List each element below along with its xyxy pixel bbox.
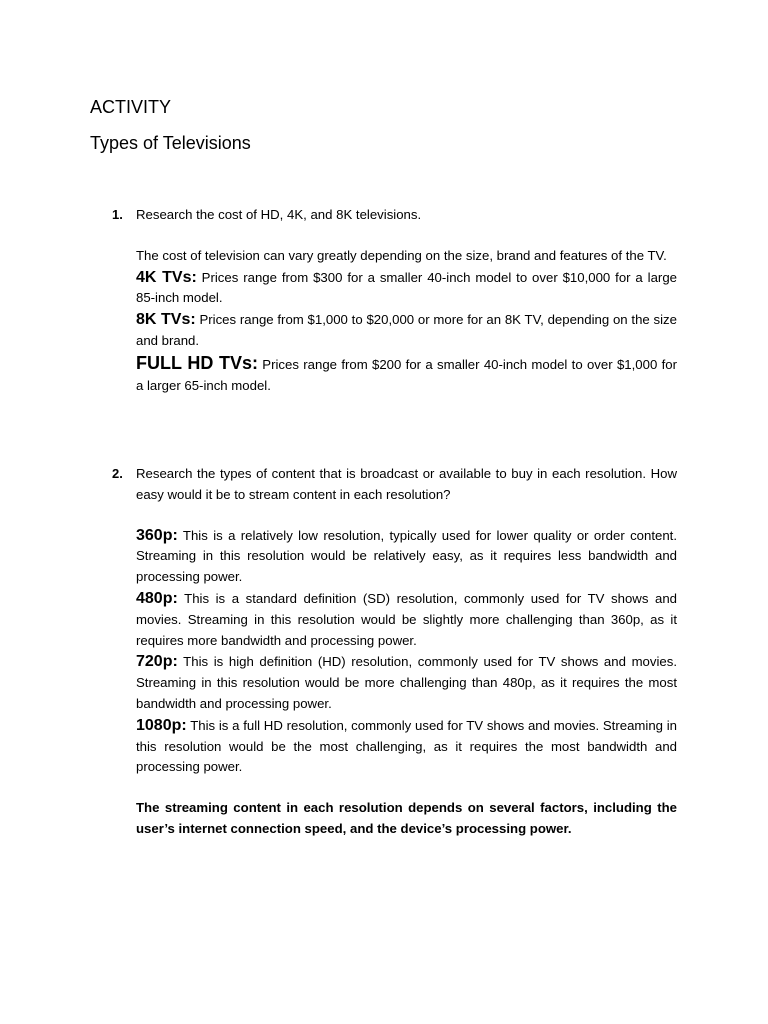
text-8k: Prices range from $1,000 to $20,000 or more for an 8K TV, depending on the size and brand. [136,312,677,348]
question-1-number: 1. [112,207,123,222]
answer-480p [136,589,677,651]
question-1-text: Research the cost of HD, 4K, and 8K televisions. [136,207,422,222]
term-full-hd: FULL HD TVs: [136,352,258,373]
answer-4k [136,268,677,310]
question-1-content [136,205,677,396]
text-480p: This is a standard definition (SD) resolution, commonly used for TV shows and movies. Streaming in this resolution would be slightly more challenging than 360p, as it requires more bandwidth and processing power. [136,590,677,648]
question-2-content [136,464,677,840]
question-1-intro: The cost of television can vary greatly depending on the size, brand and features of the TV. [136,247,667,263]
term-4k: 4K TVs: [136,268,197,286]
answer-1080p [136,716,677,778]
term-480p: 480p: [136,589,178,607]
term-1080p: 1080p: [136,716,187,734]
text-1080p: This is a full HD resolution, commonly used for TV shows and movies. Streaming in this resolution would be the most challenging, as it requires the most bandwidth and processing power. [136,717,677,775]
question-2-text: Research the types of content that is broadcast or available to buy in each resolution. How easy would it be to stream content in each resolution? [136,466,677,502]
text-720p: This is high definition (HD) resolution, commonly used for TV shows and movies. Streaming in this resolution would be more challenging than 480p, as it requires the most bandwidth and processing power. [136,654,677,711]
answer-full-hd [136,353,677,397]
text-4k: Prices range from $300 for a smaller 40-inch model to over $10,000 for a large 85-inch model. [136,269,677,306]
answer-360p [136,526,677,588]
text-360p: This is a relatively low resolution, typically used for lower quality or order content. Streaming in this resolution would be relatively easy, as it requires less bandwidth and processing power. [136,527,677,585]
text-full-hd: Prices range from $200 for a smaller 40-inch model to over $1,000 for a larger 65-inch model. [136,356,677,393]
question-2-number: 2. [112,466,123,481]
document-title: Types of Televisions [90,133,251,153]
question-2 [90,464,677,840]
document-label: ACTIVITY [90,97,172,117]
conclusion-text: The streaming content in each resolution depends on several factors, including the user’s internet connection speed, and the device’s processing power. [136,800,677,836]
question-1 [90,205,677,396]
term-8k: 8K TVs: [136,311,196,329]
term-360p: 360p: [136,526,178,544]
answer-720p [136,652,677,714]
term-720p: 720p: [136,653,178,671]
answer-8k [136,310,677,352]
